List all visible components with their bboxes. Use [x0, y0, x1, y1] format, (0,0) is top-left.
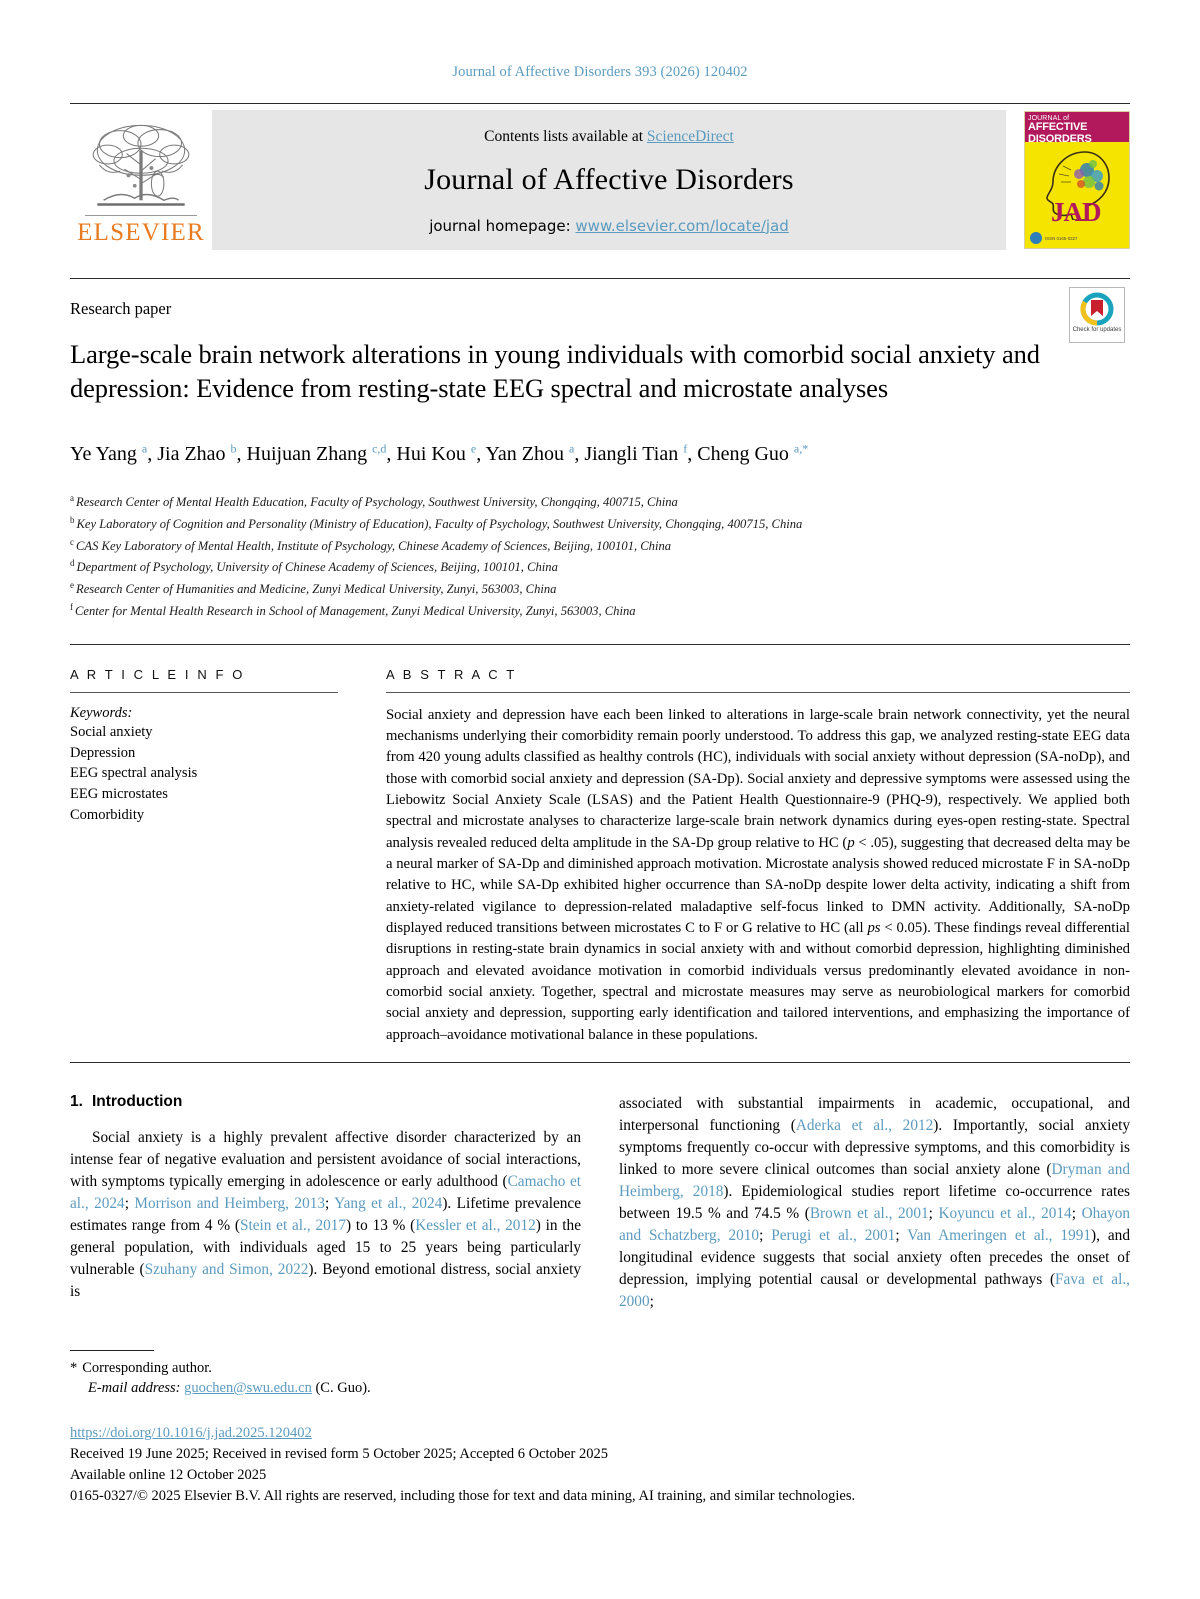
intro-paragraph-right: associated with substantial impairments in academic, occupational, and interpersonal functioning (Aderka et al., 2012). Importantly, social anxiety symptoms frequently co-occur with depressive symptoms, and this comorbidity is linked to more severe clinical outcomes than social anxiety alone (Dryman and Heimberg, 2018). Epidemiological studies report lifetime co-occurrence rates between 19.5 % and 74.5 % (Brown et al., 2001; Koyuncu et al., 2014; Ohayon and Schatzberg, 2010; Perugi et al., 2001; Van Ameringen et al., 1991), and longitudinal evidence suggests that social anxiety often precedes the onset of depression, implying potential causal or developmental pathways (Fava et al., 2000; — [619, 1094, 1131, 1310]
doi-link[interactable]: https://doi.org/10.1016/j.jad.2025.120402 — [70, 1424, 312, 1441]
crossmark-box — [1069, 287, 1125, 343]
keyword-item: Comorbidity — [70, 806, 145, 823]
contents-line — [484, 128, 734, 146]
affiliation-marker: c — [70, 536, 74, 547]
received-dates: Received 19 June 2025; Received in revised form 5 October 2025; Accepted 6 October 2025 — [70, 1445, 608, 1462]
affiliation-list — [70, 491, 1130, 622]
section-heading-introduction — [70, 1093, 581, 1111]
email-note — [70, 1380, 1130, 1397]
affiliation-marker: e — [70, 580, 74, 591]
affiliation-marker: b — [70, 514, 75, 525]
section-title-text: Introduction — [91, 1092, 183, 1110]
affiliation-item — [70, 556, 1130, 578]
abstract-column — [370, 667, 1130, 1046]
affiliation-text: Key Laboratory of Cognition and Personality (Ministry of Education), Faculty of Psychology, Southwest University, Chongqing, 400715, China — [76, 516, 803, 531]
homepage-line — [429, 217, 789, 235]
footnote-rule — [70, 1350, 154, 1351]
body-column-right — [619, 1093, 1130, 1313]
info-abstract-section — [70, 644, 1130, 1063]
affiliation-text: Research Center of Mental Health Education, Faculty of Psychology, Southwest University, Chongqing, 400715, China — [76, 495, 678, 510]
article-info-heading: A R T I C L E I N F O — [70, 666, 246, 682]
journal-title: Journal of Affective Disorders — [424, 162, 794, 196]
email-link[interactable]: guochen@swu.edu.cn — [184, 1379, 312, 1396]
contents-prefix: Contents lists available at — [484, 127, 647, 145]
available-online-date: Available online 12 October 2025 — [70, 1466, 267, 1483]
page-footer — [70, 1350, 1130, 1507]
sciencedirect-link[interactable]: ScienceDirect — [646, 127, 734, 145]
article-info-column — [70, 667, 370, 1046]
affiliation-item — [70, 535, 1130, 557]
keyword-item: EEG microstates — [70, 786, 168, 803]
cover-band-line2: AFFECTIVE DISORDERS — [1028, 121, 1092, 145]
crossmark-label: Check for updates — [1072, 327, 1122, 333]
elsevier-logo[interactable] — [70, 104, 212, 256]
running-head: Journal of Affective Disorders 393 (2026) 120402 — [452, 64, 748, 80]
homepage-prefix: journal homepage: — [429, 216, 576, 235]
brain-network-dots — [1074, 160, 1104, 191]
author-list: Ye Yang $^a$, Jia Zhao $^b$, Huijuan Zhang $^{c,d}$, Hui Kou $^e$, Yan Zhou $^a$, Jiangli Tian $^f$, Cheng Guo $^{a,*}$ — [70, 441, 809, 465]
body-columns — [70, 1093, 1130, 1313]
elsevier-tree-icon — [89, 119, 193, 215]
cover-title-band — [1025, 112, 1129, 145]
body-column-left — [70, 1093, 581, 1313]
title-block — [70, 279, 1130, 406]
intro-paragraph-left: Social anxiety is a highly prevalent affective disorder characterized by an intense fear of negative evaluation and persistent avoidance of social interactions, with symptoms typically emerging in adolescence or early adulthood (Camacho et al., 2024; Morrison and Heimberg, 2013; Yang et al., 2024). Lifetime prevalence estimates range from 4 % (Stein et al., 2017) to 13 % (Kessler et al., 2012) in the general population, with individuals aged 15 to 25 years being particularly vulnerable (Szuhany and Simon, 2022). Beyond emotional distress, social anxiety is — [70, 1128, 581, 1300]
affiliation-item — [70, 600, 1130, 622]
cover-footer — [1030, 232, 1125, 244]
cover-issn: ISSN 0165-0327 — [1045, 235, 1078, 241]
cover-society-icon — [1030, 232, 1042, 244]
affiliation-text: Research Center of Humanities and Medicine, Zunyi Medical University, Zunyi, 563003, China — [76, 582, 557, 597]
affiliation-text: CAS Key Laboratory of Mental Health, Institute of Psychology, Chinese Academy of Sciences, Beijing, 100101, China — [76, 538, 672, 553]
abstract-heading: A B S T R A C T — [386, 666, 517, 682]
affiliation-text: Center for Mental Health Research in School of Management, Zunyi Medical University, Zunyi, 563003, China — [75, 604, 636, 619]
keyword-item: EEG spectral analysis — [70, 765, 198, 782]
elsevier-divider — [85, 215, 197, 216]
affiliation-marker: d — [70, 558, 75, 569]
page-title: Large-scale brain network alterations in young individuals with comorbid social anxiety and depression: Evidence from resting-state EEG spectral and microstate analyses — [70, 339, 1040, 404]
cover-band-line1: JOURNAL of — [1028, 115, 1070, 122]
abstract-rule — [386, 692, 1130, 693]
abstract-text: Social anxiety and depression have each been linked to alterations in large-scale brain network connectivity, yet the neural mechanisms underlying their comorbidity remain poorly understood. To address this gap, we analyzed resting-state EEG data from 420 young adults classified as healthy controls (HC), individuals with social anxiety without depression (SA-noDp), and those with comorbid social anxiety and depression (SA-Dp). Social anxiety and depressive symptoms were assessed using the Liebowitz Social Anxiety Scale (LSAS) and the Patient Health Questionnaire-9 (PHQ-9), respectively. We applied both spectral and microstate analyses to characterize large-scale brain network dynamics during eyes-open resting-state. Spectral analysis revealed reduced delta amplitude in the SA-Dp group relative to HC (p < .05), suggesting that decreased delta may be a neural marker of SA-Dp and diminished approach motivation. Microstate analysis showed reduced microstate F in SA-noDp relative to HC, while SA-Dp exhibited higher occurrence than SA-noDp despite lower delta activity, indicating a shift from anxiety-related vigilance to depression-related maladaptive self-focus linked to DMN activity. Additionally, SA-noDp displayed reduced transitions between microstates C to F or G relative to HC (all ps < 0.05). These findings reveal differential disruptions in resting-state brain dynamics in social anxiety with and without comorbid depression, highlighting diminished approach and elevated avoidance motivation in comorbid individuals versus predominantly elevated avoidance in non-comorbid social anxiety. Together, spectral and microstate measures may serve as neurobiological markers for comorbid social anxiety and depression, supporting early identification and tailored interventions, and emphasizing the importance of approach–avoidance motivational balance in these populations. — [386, 706, 1131, 1043]
affiliation-item — [70, 513, 1130, 535]
corresponding-author-note — [70, 1358, 1130, 1380]
email-suffix: (C. Guo). — [315, 1379, 371, 1396]
article-type-label: Research paper — [70, 299, 172, 318]
affiliation-text: Department of Psychology, University of Chinese Academy of Sciences, Beijing, 100101, China — [76, 560, 558, 575]
elsevier-wordmark: ELSEVIER — [77, 219, 205, 246]
journal-homepage-link[interactable]: www.elsevier.com/locate/jad — [575, 216, 789, 235]
keyword-item: Social anxiety — [70, 723, 153, 740]
affiliation-marker: f — [70, 602, 73, 613]
email-label: E-mail address: — [88, 1379, 181, 1396]
affiliation-item — [70, 491, 1130, 513]
affiliation-item — [70, 578, 1130, 600]
journal-masthead — [70, 104, 1130, 256]
journal-cover-cell — [1006, 104, 1130, 256]
section-number: 1. — [70, 1092, 83, 1110]
copyright-line: 0165-0327/© 2025 Elsevier B.V. All rights are reserved, including those for text and data mining, AI training, and similar technologies. — [70, 1487, 856, 1504]
keyword-item: Depression — [70, 744, 136, 761]
corresponding-marker: * — [70, 1360, 78, 1377]
article-info-rule — [70, 692, 338, 693]
affiliation-marker: a — [70, 492, 74, 503]
journal-banner — [212, 110, 1006, 250]
cover-jad-logo: JAD — [1051, 197, 1101, 227]
crossmark-icon — [1080, 292, 1114, 326]
journal-cover-image — [1024, 111, 1130, 249]
publication-metadata — [70, 1423, 1130, 1507]
corresponding-text: Corresponding author. — [82, 1360, 212, 1377]
keywords-label: Keywords: — [70, 704, 133, 721]
crossmark-badge[interactable] — [1064, 287, 1130, 343]
